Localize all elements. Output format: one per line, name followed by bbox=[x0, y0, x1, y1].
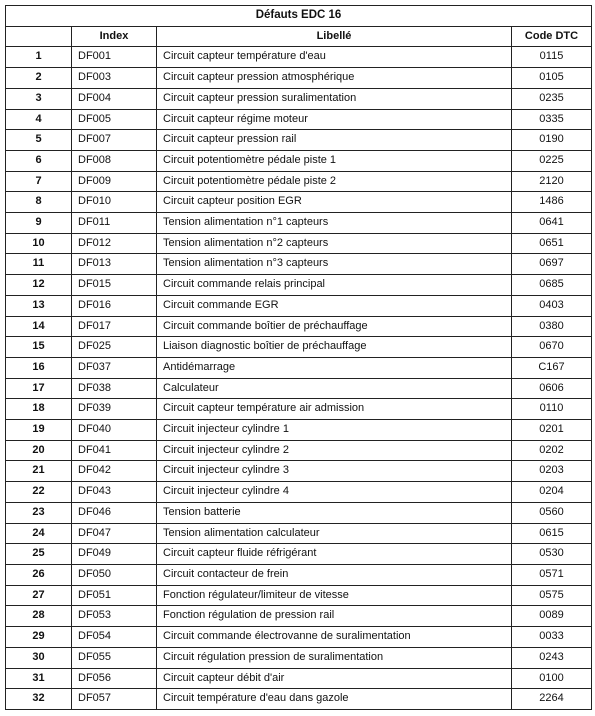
row-libelle: Circuit injecteur cylindre 2 bbox=[157, 440, 512, 461]
row-number: 13 bbox=[6, 295, 72, 316]
table-row bbox=[6, 88, 592, 109]
row-index: DF017 bbox=[72, 316, 157, 337]
row-libelle: Circuit capteur fluide réfrigérant bbox=[157, 544, 512, 565]
table-title: Défauts EDC 16 bbox=[6, 6, 592, 27]
row-index: DF046 bbox=[72, 502, 157, 523]
row-code-dtc: C167 bbox=[512, 357, 592, 378]
row-number: 30 bbox=[6, 647, 72, 668]
row-number: 1 bbox=[6, 47, 72, 68]
row-number: 15 bbox=[6, 337, 72, 358]
row-index: DF005 bbox=[72, 109, 157, 130]
row-number: 21 bbox=[6, 461, 72, 482]
row-code-dtc: 0403 bbox=[512, 295, 592, 316]
row-libelle: Circuit capteur température d'eau bbox=[157, 47, 512, 68]
table-row bbox=[6, 420, 592, 441]
row-index: DF013 bbox=[72, 254, 157, 275]
row-number: 28 bbox=[6, 606, 72, 627]
row-index: DF039 bbox=[72, 399, 157, 420]
row-index: DF040 bbox=[72, 420, 157, 441]
row-libelle: Liaison diagnostic boîtier de préchauffage bbox=[157, 337, 512, 358]
table-row bbox=[6, 523, 592, 544]
row-code-dtc: 0033 bbox=[512, 627, 592, 648]
row-libelle: Tension alimentation n°1 capteurs bbox=[157, 213, 512, 234]
row-libelle: Circuit capteur régime moteur bbox=[157, 109, 512, 130]
row-code-dtc: 0615 bbox=[512, 523, 592, 544]
row-index: DF015 bbox=[72, 275, 157, 296]
row-libelle: Circuit injecteur cylindre 3 bbox=[157, 461, 512, 482]
row-number: 26 bbox=[6, 564, 72, 585]
row-libelle: Calculateur bbox=[157, 378, 512, 399]
row-number: 18 bbox=[6, 399, 72, 420]
row-index: DF009 bbox=[72, 171, 157, 192]
row-index: DF057 bbox=[72, 689, 157, 710]
table-row bbox=[6, 482, 592, 503]
table-row bbox=[6, 647, 592, 668]
row-code-dtc: 2120 bbox=[512, 171, 592, 192]
row-code-dtc: 0380 bbox=[512, 316, 592, 337]
table-row bbox=[6, 192, 592, 213]
row-number: 16 bbox=[6, 357, 72, 378]
row-number: 23 bbox=[6, 502, 72, 523]
row-number: 14 bbox=[6, 316, 72, 337]
row-number: 32 bbox=[6, 689, 72, 710]
table-row bbox=[6, 233, 592, 254]
table-row bbox=[6, 378, 592, 399]
table-row bbox=[6, 544, 592, 565]
row-code-dtc: 0235 bbox=[512, 88, 592, 109]
row-index: DF007 bbox=[72, 130, 157, 151]
row-number: 27 bbox=[6, 585, 72, 606]
table-row bbox=[6, 171, 592, 192]
table-row bbox=[6, 337, 592, 358]
row-libelle: Circuit capteur pression atmosphérique bbox=[157, 68, 512, 89]
table-row bbox=[6, 213, 592, 234]
row-code-dtc: 0560 bbox=[512, 502, 592, 523]
row-index: DF011 bbox=[72, 213, 157, 234]
table-row bbox=[6, 316, 592, 337]
row-number: 20 bbox=[6, 440, 72, 461]
row-number: 8 bbox=[6, 192, 72, 213]
table-row bbox=[6, 357, 592, 378]
row-number: 17 bbox=[6, 378, 72, 399]
row-code-dtc: 0204 bbox=[512, 482, 592, 503]
table-row bbox=[6, 564, 592, 585]
row-index: DF042 bbox=[72, 461, 157, 482]
row-libelle: Tension alimentation n°2 capteurs bbox=[157, 233, 512, 254]
row-index: DF003 bbox=[72, 68, 157, 89]
row-index: DF051 bbox=[72, 585, 157, 606]
table-row bbox=[6, 668, 592, 689]
row-libelle: Circuit capteur position EGR bbox=[157, 192, 512, 213]
row-index: DF010 bbox=[72, 192, 157, 213]
row-libelle: Circuit commande relais principal bbox=[157, 275, 512, 296]
table-row bbox=[6, 150, 592, 171]
row-libelle: Circuit commande électrovanne de suralimentation bbox=[157, 627, 512, 648]
table-row bbox=[6, 440, 592, 461]
row-code-dtc: 0697 bbox=[512, 254, 592, 275]
row-code-dtc: 0202 bbox=[512, 440, 592, 461]
row-index: DF043 bbox=[72, 482, 157, 503]
row-number: 10 bbox=[6, 233, 72, 254]
table-body bbox=[6, 47, 592, 710]
row-code-dtc: 0335 bbox=[512, 109, 592, 130]
row-number: 31 bbox=[6, 668, 72, 689]
row-libelle: Circuit commande boîtier de préchauffage bbox=[157, 316, 512, 337]
row-number: 19 bbox=[6, 420, 72, 441]
row-code-dtc: 0115 bbox=[512, 47, 592, 68]
row-code-dtc: 2264 bbox=[512, 689, 592, 710]
row-code-dtc: 0641 bbox=[512, 213, 592, 234]
row-code-dtc: 0190 bbox=[512, 130, 592, 151]
row-code-dtc: 0651 bbox=[512, 233, 592, 254]
row-libelle: Circuit injecteur cylindre 4 bbox=[157, 482, 512, 503]
table-row bbox=[6, 461, 592, 482]
row-index: DF055 bbox=[72, 647, 157, 668]
row-code-dtc: 0530 bbox=[512, 544, 592, 565]
row-index: DF054 bbox=[72, 627, 157, 648]
table-row bbox=[6, 627, 592, 648]
header-index: Index bbox=[72, 26, 157, 47]
row-index: DF047 bbox=[72, 523, 157, 544]
row-libelle: Circuit régulation pression de suralimentation bbox=[157, 647, 512, 668]
row-libelle: Circuit commande EGR bbox=[157, 295, 512, 316]
row-libelle: Tension alimentation n°3 capteurs bbox=[157, 254, 512, 275]
row-libelle: Antidémarrage bbox=[157, 357, 512, 378]
row-libelle: Circuit potentiomètre pédale piste 1 bbox=[157, 150, 512, 171]
row-number: 24 bbox=[6, 523, 72, 544]
row-libelle: Tension alimentation calculateur bbox=[157, 523, 512, 544]
row-code-dtc: 0243 bbox=[512, 647, 592, 668]
row-number: 3 bbox=[6, 88, 72, 109]
row-libelle: Circuit contacteur de frein bbox=[157, 564, 512, 585]
table-row bbox=[6, 502, 592, 523]
header-code-dtc: Code DTC bbox=[512, 26, 592, 47]
table-row bbox=[6, 606, 592, 627]
row-libelle: Circuit capteur pression suralimentation bbox=[157, 88, 512, 109]
row-code-dtc: 0685 bbox=[512, 275, 592, 296]
table-row bbox=[6, 399, 592, 420]
header-num bbox=[6, 26, 72, 47]
row-number: 5 bbox=[6, 130, 72, 151]
row-index: DF050 bbox=[72, 564, 157, 585]
row-libelle: Circuit température d'eau dans gazole bbox=[157, 689, 512, 710]
row-index: DF049 bbox=[72, 544, 157, 565]
table-row bbox=[6, 130, 592, 151]
row-index: DF041 bbox=[72, 440, 157, 461]
row-libelle: Circuit capteur température air admission bbox=[157, 399, 512, 420]
table-row bbox=[6, 68, 592, 89]
table-row bbox=[6, 254, 592, 275]
row-code-dtc: 0105 bbox=[512, 68, 592, 89]
row-libelle: Circuit injecteur cylindre 1 bbox=[157, 420, 512, 441]
row-number: 12 bbox=[6, 275, 72, 296]
row-index: DF008 bbox=[72, 150, 157, 171]
row-index: DF056 bbox=[72, 668, 157, 689]
row-code-dtc: 0089 bbox=[512, 606, 592, 627]
row-number: 11 bbox=[6, 254, 72, 275]
row-index: DF016 bbox=[72, 295, 157, 316]
table-row bbox=[6, 295, 592, 316]
row-index: DF025 bbox=[72, 337, 157, 358]
row-number: 22 bbox=[6, 482, 72, 503]
table-row bbox=[6, 275, 592, 296]
table-row bbox=[6, 585, 592, 606]
row-number: 9 bbox=[6, 213, 72, 234]
row-libelle: Circuit capteur pression rail bbox=[157, 130, 512, 151]
row-index: DF037 bbox=[72, 357, 157, 378]
row-code-dtc: 0575 bbox=[512, 585, 592, 606]
table-row bbox=[6, 109, 592, 130]
table-header-row bbox=[6, 26, 592, 47]
row-code-dtc: 0110 bbox=[512, 399, 592, 420]
row-code-dtc: 0100 bbox=[512, 668, 592, 689]
table-title-row bbox=[6, 6, 592, 27]
header-libelle: Libellé bbox=[157, 26, 512, 47]
row-libelle: Tension batterie bbox=[157, 502, 512, 523]
row-number: 2 bbox=[6, 68, 72, 89]
row-code-dtc: 0606 bbox=[512, 378, 592, 399]
row-number: 7 bbox=[6, 171, 72, 192]
row-code-dtc: 0201 bbox=[512, 420, 592, 441]
row-code-dtc: 1486 bbox=[512, 192, 592, 213]
row-code-dtc: 0670 bbox=[512, 337, 592, 358]
table-row bbox=[6, 47, 592, 68]
row-number: 4 bbox=[6, 109, 72, 130]
row-index: DF038 bbox=[72, 378, 157, 399]
dtc-table bbox=[5, 5, 592, 710]
row-number: 29 bbox=[6, 627, 72, 648]
row-index: DF053 bbox=[72, 606, 157, 627]
row-index: DF012 bbox=[72, 233, 157, 254]
row-number: 6 bbox=[6, 150, 72, 171]
row-code-dtc: 0203 bbox=[512, 461, 592, 482]
row-libelle: Fonction régulateur/limiteur de vitesse bbox=[157, 585, 512, 606]
row-number: 25 bbox=[6, 544, 72, 565]
row-libelle: Circuit capteur débit d'air bbox=[157, 668, 512, 689]
row-libelle: Circuit potentiomètre pédale piste 2 bbox=[157, 171, 512, 192]
row-libelle: Fonction régulation de pression rail bbox=[157, 606, 512, 627]
table-row bbox=[6, 689, 592, 710]
row-index: DF004 bbox=[72, 88, 157, 109]
row-code-dtc: 0571 bbox=[512, 564, 592, 585]
row-index: DF001 bbox=[72, 47, 157, 68]
row-code-dtc: 0225 bbox=[512, 150, 592, 171]
